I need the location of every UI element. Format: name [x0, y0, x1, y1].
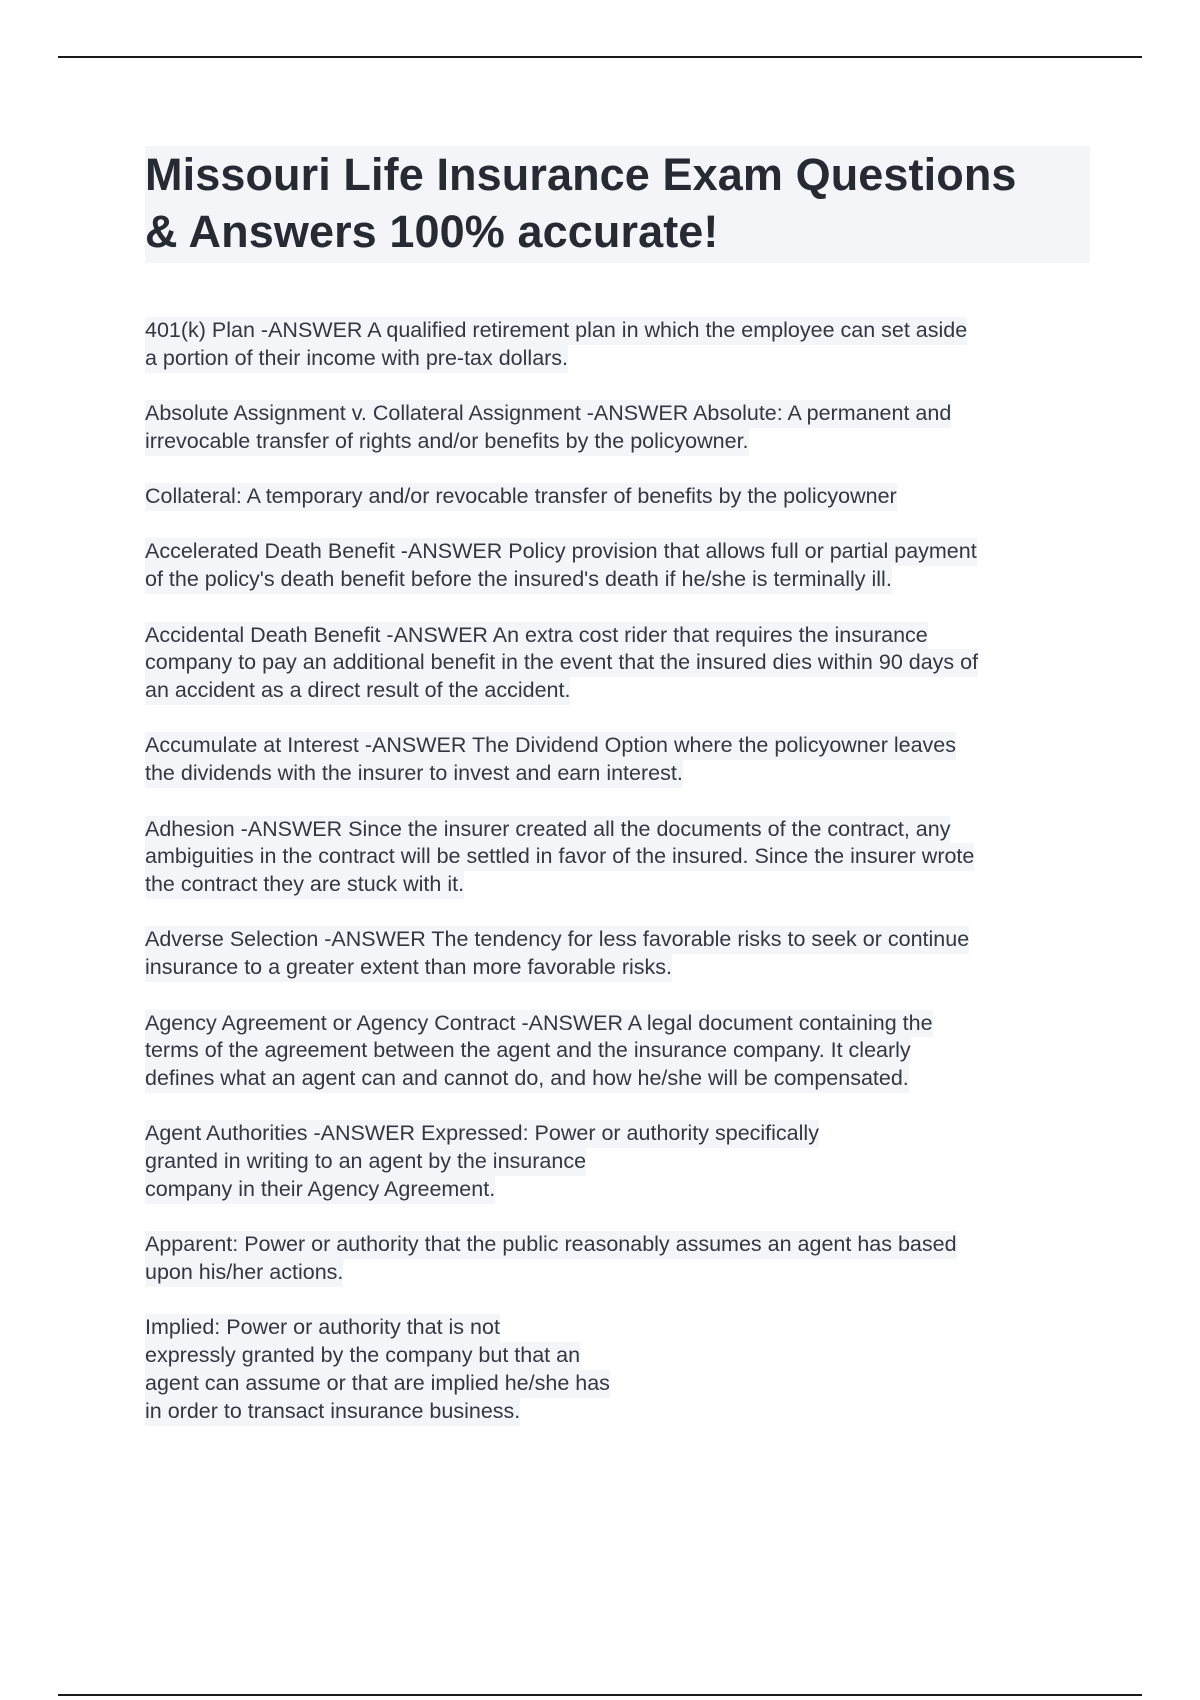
entry-text-line: expressly granted by the company but that an [145, 1342, 580, 1370]
entry-text-line: irrevocable transfer of rights and/or benefits by the policyowner. [145, 428, 749, 456]
entry-text-line: in order to transact insurance business. [145, 1398, 520, 1426]
entry-text-line: Adverse Selection -ANSWER The tendency for less favorable risks to seek or continue [145, 926, 969, 954]
document-title [145, 146, 1090, 263]
entry-text-line: Agent Authorities -ANSWER Expressed: Power or authority specifically [145, 1120, 819, 1148]
top-rule [58, 56, 1142, 58]
entry-text-line: upon his/her actions. [145, 1259, 343, 1287]
entry-text-line: Agency Agreement or Agency Contract -ANSWER A legal document containing the [145, 1010, 933, 1038]
qa-entry [145, 732, 1090, 788]
entry-text-line: Absolute Assignment v. Collateral Assignment -ANSWER Absolute: A permanent and [145, 400, 951, 428]
qa-entry [145, 400, 1090, 456]
entry-text-line: Implied: Power or authority that is not [145, 1314, 500, 1342]
entry-text-line: terms of the agreement between the agent and the insurance company. It clearly [145, 1037, 911, 1065]
entry-text-line: agent can assume or that are implied he/she has [145, 1370, 610, 1398]
entry-text-line: Accidental Death Benefit -ANSWER An extra cost rider that requires the insurance [145, 622, 928, 650]
qa-entries [145, 317, 1090, 1426]
entry-text-line: Apparent: Power or authority that the public reasonably assumes an agent has based [145, 1231, 957, 1259]
qa-entry [145, 1231, 1090, 1287]
entry-text-line: insurance to a greater extent than more favorable risks. [145, 954, 672, 982]
qa-entry [145, 1010, 1090, 1093]
entry-text-line: an accident as a direct result of the accident. [145, 677, 570, 705]
entry-text-line: Accelerated Death Benefit -ANSWER Policy provision that allows full or partial payment [145, 538, 977, 566]
bottom-rule [58, 1694, 1142, 1696]
qa-entry [145, 1120, 1090, 1203]
entry-text-line: the dividends with the insurer to invest and earn interest. [145, 760, 683, 788]
entry-text-line: company to pay an additional benefit in the event that the insured dies within 90 days of [145, 649, 978, 677]
entry-text-line: granted in writing to an agent by the insurance [145, 1148, 586, 1176]
qa-entry [145, 317, 1090, 373]
qa-entry [145, 926, 1090, 982]
document-body [145, 146, 1090, 1453]
entry-text-line: a portion of their income with pre-tax dollars. [145, 345, 568, 373]
entry-text-line: Adhesion -ANSWER Since the insurer created all the documents of the contract, any [145, 816, 950, 844]
qa-entry [145, 622, 1090, 705]
entry-text-line: Collateral: A temporary and/or revocable transfer of benefits by the policyowner [145, 483, 897, 511]
entry-text-line: 401(k) Plan -ANSWER A qualified retirement plan in which the employee can set aside [145, 317, 967, 345]
entry-text-line: ambiguities in the contract will be settled in favor of the insured. Since the insurer wrote [145, 843, 974, 871]
qa-entry [145, 538, 1090, 594]
entry-text-line: company in their Agency Agreement. [145, 1176, 495, 1204]
title-line-2: & Answers 100% accurate! [145, 206, 719, 257]
entry-text-line: defines what an agent can and cannot do, and how he/she will be compensated. [145, 1065, 909, 1093]
entry-text-line: of the policy's death benefit before the insured's death if he/she is terminally ill. [145, 566, 892, 594]
qa-entry [145, 1314, 1090, 1425]
title-line-1: Missouri Life Insurance Exam Questions [145, 149, 1017, 200]
entry-text-line: Accumulate at Interest -ANSWER The Dividend Option where the policyowner leaves [145, 732, 956, 760]
qa-entry [145, 816, 1090, 899]
entry-text-line: the contract they are stuck with it. [145, 871, 464, 899]
qa-entry [145, 483, 1090, 511]
